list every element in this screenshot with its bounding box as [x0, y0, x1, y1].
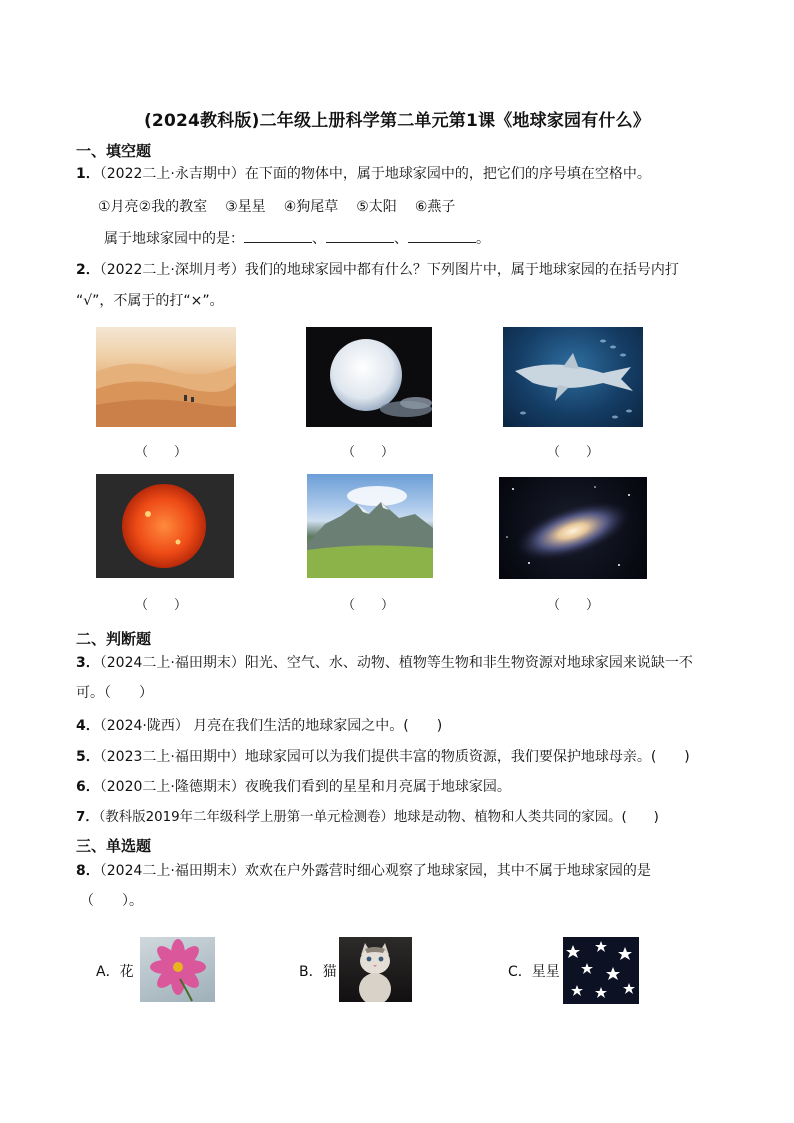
option-b-label[interactable]: B．猫: [299, 964, 337, 980]
question-text: 月亮在我们生活的地球家园之中。( ): [188, 718, 443, 734]
question-source: （2024二上·福田期末）: [99, 655, 245, 671]
question-2: [76, 260, 679, 280]
answer-end: 。: [476, 231, 490, 247]
question-text: 夜晚我们看到的星星和月亮属于地球家园。: [244, 779, 511, 795]
question-source: （2024二上·福田期末）: [99, 863, 245, 879]
question-number: 8．: [76, 863, 100, 879]
sun-image: [96, 474, 234, 578]
shark-image: [503, 327, 643, 427]
question-number: 7．: [76, 810, 99, 825]
stars-image[interactable]: [563, 937, 639, 1004]
page-title: (2024教科版)二年级上册科学第二单元第1课《地球家园有什么》: [143, 111, 651, 131]
answer-blank-1[interactable]: [244, 228, 312, 243]
mountain-image: [307, 474, 433, 578]
option-3: ③星星: [225, 199, 266, 215]
question-text: 欢欢在户外露营时细心观察了地球家园，其中不属于地球家园的是: [244, 863, 651, 879]
section-single-choice: 三、单选题: [76, 837, 152, 855]
question-3: [76, 653, 693, 673]
option-c-label[interactable]: C．星星: [508, 964, 560, 980]
question-8: [76, 861, 651, 881]
question-source: （2022二上·深圳月考）: [99, 262, 245, 278]
cat-image[interactable]: [339, 937, 412, 1002]
question-text: 地球是动物、植物和人类共同的家园。( ): [393, 810, 659, 825]
question-1: [76, 164, 651, 184]
question-text: 在下面的物体中，属于地球家园中的，把它们的序号填在空格中。: [244, 166, 651, 182]
section-true-false: 二、判断题: [76, 630, 152, 648]
question-text: 阳光、空气、水、动物、植物等生物和非生物资源对地球家园来说缺一不: [244, 655, 693, 671]
question-6: [76, 777, 511, 797]
question-source: （教科版2019年二年级科学上册第一单元检测卷）: [98, 810, 394, 825]
answer-blank-3[interactable]: [408, 228, 476, 243]
galaxy-image: [499, 477, 647, 579]
answer-bracket[interactable]: （ ）: [341, 598, 394, 613]
option-2: ②我的教室: [138, 199, 208, 215]
question-source: （2023二上·福田期中）: [99, 749, 245, 765]
answer-bracket[interactable]: （ ）: [546, 598, 599, 613]
question-number: 5．: [76, 749, 100, 765]
flower-image[interactable]: [140, 937, 215, 1002]
question-number: 6．: [76, 779, 100, 795]
answer-bracket[interactable]: （ ）: [134, 598, 187, 613]
desert-image: [96, 327, 236, 427]
question-text: 地球家园可以为我们提供丰富的物质资源，我们要保护地球母亲。( ): [244, 749, 690, 765]
question-5: [76, 747, 690, 767]
option-6: ⑥燕子: [414, 199, 456, 215]
q1-options: [98, 196, 473, 216]
blank-separator: 、: [394, 231, 408, 247]
question-4: [76, 716, 442, 736]
question-number: 4．: [76, 718, 100, 734]
answer-bracket[interactable]: （ ）: [546, 445, 599, 460]
question-number: 1．: [76, 166, 100, 182]
blank-separator: 、: [312, 231, 326, 247]
answer-blank-2[interactable]: [326, 228, 394, 243]
question-source: （2020二上·隆德期末）: [99, 779, 245, 795]
option-5: ⑤太阳: [356, 199, 397, 215]
option-a-label[interactable]: A．花: [96, 964, 134, 980]
answer-prefix: 属于地球家园中的是：: [104, 231, 244, 247]
section-fill-in: 一、填空题: [76, 142, 152, 160]
question-text: 我们的地球家园中都有什么？下列图片中，属于地球家园的在括号内打: [244, 262, 679, 278]
q1-answer-line: [104, 228, 490, 249]
answer-bracket[interactable]: （ ）: [134, 445, 187, 460]
option-4: ④狗尾草: [283, 199, 339, 215]
question-source: （2022二上·永吉期中）: [99, 166, 245, 182]
question-7: [76, 808, 659, 828]
answer-bracket[interactable]: （ ）: [341, 445, 394, 460]
question-source: （2024·陇西）: [99, 718, 189, 734]
question-number: 3．: [76, 655, 100, 671]
option-1: ①月亮: [98, 199, 139, 215]
moon-image: [306, 327, 432, 427]
question-2-continued: “√”，不属于的打“×”。: [76, 293, 224, 309]
question-3-continued: 可。（ ）: [76, 685, 153, 701]
question-number: 2．: [76, 262, 100, 278]
question-8-continued: （ ）。: [80, 893, 143, 909]
